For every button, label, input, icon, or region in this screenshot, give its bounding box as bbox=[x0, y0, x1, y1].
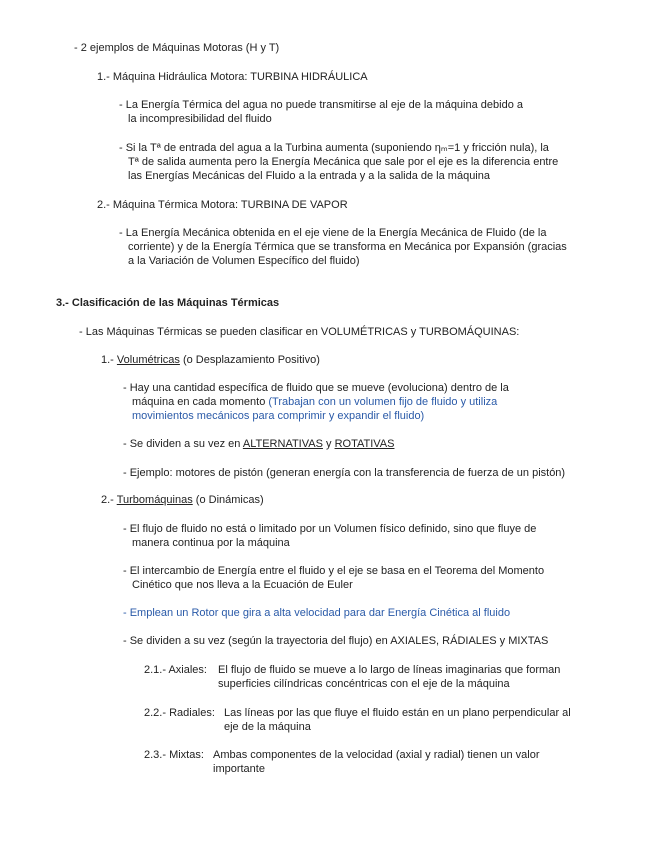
volumetricas-name: Volumétricas bbox=[116, 354, 180, 366]
sub-axiales-line-2: superficies cilíndricas concéntricas con el eje de la máquina bbox=[218, 678, 510, 690]
sub-mixtas-line-2: importante bbox=[213, 763, 265, 775]
item-1-p1-line-1: - La Energía Térmica del agua no puede transmitirse al eje de la máquina debido a bbox=[119, 99, 523, 111]
turbo-p4: - Se dividen a su vez (según la trayectoria del flujo) en AXIALES, RÁDIALES y MIXTAS bbox=[123, 635, 549, 647]
item-1-p1-line-2: la incompresibilidad del fluido bbox=[128, 113, 272, 125]
sub-axiales-line-1: El flujo de fluido se mueve a lo largo de líneas imaginarias que forman bbox=[218, 664, 561, 676]
vol-p1-line-2: máquina en cada momento (Trabajan con un volumen fijo de fluido y utiliza bbox=[132, 396, 498, 408]
sub-mixtas-line-1: Ambas componentes de la velocidad (axial y radial) tienen un valor bbox=[213, 749, 540, 761]
sub-axiales-label: 2.1.- Axiales: bbox=[144, 664, 207, 676]
sub-mixtas-label: 2.3.- Mixtas: bbox=[144, 749, 204, 761]
sub-radiales-line-2: eje de la máquina bbox=[224, 721, 311, 733]
turbo-title: 2.- Turbomáquinas (o Dinámicas) bbox=[101, 494, 264, 506]
vol-p1-note-a: (Trabajan con un volumen fijo de fluido y utiliza bbox=[268, 396, 498, 408]
sub-radiales-label: 2.2.- Radiales: bbox=[144, 707, 215, 719]
sub-radiales-line-1: Las líneas por las que fluye el fluido están en un plano perpendicular al bbox=[224, 707, 571, 719]
item-2-p1-line-2: corriente) y de la Energía Térmica que se transforma en Mecánica por Expansión (gracias bbox=[128, 241, 567, 253]
turbo-name: Turbomáquinas bbox=[116, 494, 193, 506]
item-2-title: 2.- Máquina Térmica Motora: TURBINA DE VAPOR bbox=[97, 199, 348, 211]
turbo-p1-line-2: manera continua por la máquina bbox=[132, 537, 290, 549]
item-2-p1-line-1: - La Energía Mecánica obtenida en el eje viene de la Energía Mecánica de Fluido (de la bbox=[119, 227, 547, 239]
vol-p3: - Ejemplo: motores de pistón (generan energía con la transferencia de fuerza de un pistón) bbox=[123, 467, 566, 479]
section-3-intro: - Las Máquinas Térmicas se pueden clasificar en VOLUMÉTRICAS y TURBOMÁQUINAS: bbox=[79, 326, 520, 338]
item-1-p2-line-2: Tª de salida aumenta pero la Energía Mecánica que sale por el eje es la diferencia entre bbox=[128, 156, 559, 168]
item-1-p2-line-1: - Si la Tª de entrada del agua a la Turbina aumenta (suponiendo ηₘ=1 y fricción nula), la bbox=[119, 142, 549, 154]
item-1-title: 1.- Máquina Hidráulica Motora: TURBINA HIDRÁULICA bbox=[97, 71, 368, 83]
alternativas: ALTERNATIVAS bbox=[242, 438, 323, 450]
turbo-p2-line-1: - El intercambio de Energía entre el fluido y el eje se basa en el Teorema del Momento bbox=[123, 565, 545, 577]
intro-line: - 2 ejemplos de Máquinas Motoras (H y T) bbox=[74, 42, 280, 54]
rotativas: ROTATIVAS bbox=[334, 438, 395, 450]
vol-p1-line-1: - Hay una cantidad específica de fluido que se mueve (evoluciona) dentro de la bbox=[123, 382, 509, 394]
turbo-p1-line-1: - El flujo de fluido no está o limitado por un Volumen físico definido, sino que fluye de bbox=[123, 523, 537, 535]
section-3-heading: 3.- Clasificación de las Máquinas Térmicas bbox=[56, 297, 280, 309]
volumetricas-title: 1.- Volumétricas (o Desplazamiento Positivo) bbox=[101, 354, 320, 366]
item-1-p2-line-3: las Energías Mecánicas del Fluido a la entrada y a la salida de la máquina bbox=[128, 170, 490, 182]
turbo-p2-line-2: Cinético que nos lleva a la Ecuación de Euler bbox=[132, 579, 353, 591]
item-2-p1-line-3: a la Variación de Volumen Específico del fluido) bbox=[128, 255, 360, 267]
turbo-p3: - Emplean un Rotor que gira a alta velocidad para dar Energía Cinética al fluido bbox=[123, 607, 511, 619]
vol-p2: - Se dividen a su vez en ALTERNATIVAS y ROTATIVAS bbox=[123, 438, 395, 450]
vol-p1-note-b: movimientos mecánicos para comprimir y expandir el fluido) bbox=[132, 410, 425, 422]
